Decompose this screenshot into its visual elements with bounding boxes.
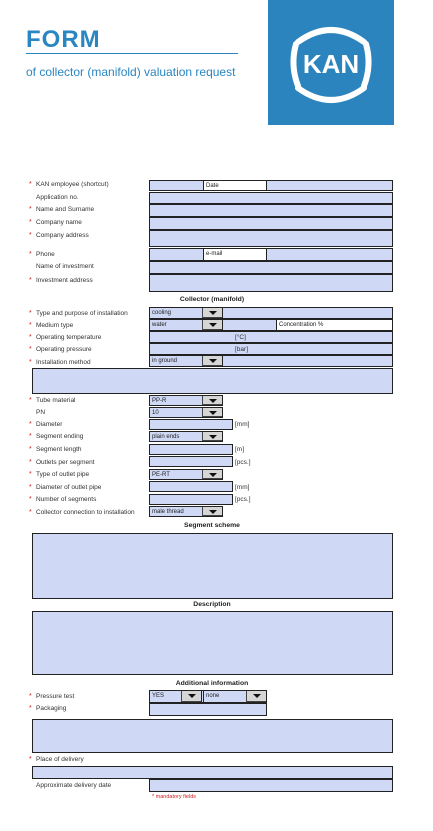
segment-scheme-area[interactable]	[32, 533, 393, 599]
required-mark: *	[29, 219, 32, 226]
required-mark: *	[29, 206, 32, 213]
kan-employee-field[interactable]	[149, 180, 204, 191]
outlets-per-segment-field[interactable]	[149, 456, 233, 467]
concentration-cell	[276, 319, 393, 331]
investment-address-field[interactable]	[149, 274, 393, 292]
pn-select[interactable]	[149, 407, 223, 418]
section-additional-title: Additional information	[175, 680, 249, 687]
row-op-pressure	[0, 346, 150, 356]
section-collector-title: Collector (manifold)	[179, 296, 245, 303]
approx-delivery-field[interactable]	[149, 779, 393, 792]
label-pressure-test: Pressure test	[36, 693, 75, 700]
outlet-pipe-diameter-field[interactable]	[149, 481, 233, 492]
required-mark: *	[29, 484, 32, 491]
label-date: Date	[206, 183, 219, 189]
required-mark: *	[29, 277, 32, 284]
label-investment-address: Investment address	[36, 277, 93, 284]
label-company-name: Company name	[36, 219, 82, 226]
row-op-temp	[0, 334, 150, 344]
label-kan-employee: KAN employee (shortcut)	[36, 181, 109, 188]
row-outlet-pipe-diameter	[0, 484, 150, 494]
company-address-field[interactable]	[149, 230, 393, 247]
chevron-down-icon[interactable]	[202, 408, 222, 417]
pressure-test-2-value: none	[206, 693, 220, 699]
collector-connection-value: male thread	[152, 509, 184, 515]
label-phone: Phone	[36, 251, 55, 258]
chevron-down-icon[interactable]	[181, 691, 201, 702]
label-number-segments: Number of segments	[36, 496, 97, 503]
collector-connection-select[interactable]	[149, 506, 223, 517]
unit-mm: [mm]	[235, 484, 250, 491]
row-phone	[0, 251, 150, 261]
label-medium-type: Medium type	[36, 322, 74, 329]
unit-m: [m]	[235, 446, 245, 453]
row-type-purpose	[0, 310, 150, 320]
chevron-down-icon[interactable]	[202, 432, 222, 441]
form-title: FORM	[26, 26, 101, 53]
additional-notes-area[interactable]	[32, 719, 393, 753]
required-mark: *	[29, 397, 32, 404]
required-mark: *	[29, 310, 32, 317]
label-outlet-pipe-type: Type of outlet pipe	[36, 471, 90, 478]
section-segment-scheme-title: Segment scheme	[184, 522, 240, 529]
required-mark: *	[29, 705, 32, 712]
unit-pressure: [bar]	[235, 346, 249, 353]
row-name	[0, 206, 150, 216]
unit-pcs: [pcs.]	[235, 459, 251, 466]
row-number-segments	[0, 496, 150, 506]
segment-ending-select[interactable]	[149, 431, 223, 442]
label-op-temp: Operating temperature	[36, 334, 102, 341]
row-segment-ending	[0, 433, 150, 443]
section-description-title: Description	[193, 601, 231, 608]
label-pn: PN	[36, 409, 46, 416]
phone-field[interactable]	[149, 248, 204, 261]
logo-text: KAN	[302, 49, 360, 79]
row-packaging	[0, 705, 150, 715]
segment-ending-value: plain ends	[152, 434, 180, 440]
label-collector-connection: Collector connection to installation	[36, 509, 135, 516]
op-pressure-field[interactable]	[149, 343, 393, 355]
mandatory-footnote: * mandatory fields	[152, 794, 197, 800]
label-concentration: Concentration %	[279, 322, 324, 328]
unit-mm: [mm]	[235, 421, 250, 428]
chevron-down-icon[interactable]	[246, 691, 266, 702]
row-outlet-pipe-type	[0, 471, 150, 481]
label-packaging: Packaging	[36, 705, 67, 712]
form-subtitle: of collector (manifold) valuation request	[26, 65, 236, 79]
description-area[interactable]	[32, 611, 393, 675]
date-field[interactable]	[266, 180, 393, 191]
label-approx-delivery: Approximate delivery date	[36, 782, 112, 789]
label-application-no: Application no.	[36, 194, 79, 201]
op-temp-field[interactable]	[149, 331, 393, 343]
email-label-cell	[203, 248, 267, 261]
label-investment-name: Name of investment	[36, 263, 94, 270]
required-mark: *	[29, 346, 32, 353]
required-mark: *	[29, 446, 32, 453]
required-mark: *	[29, 693, 32, 700]
required-mark: *	[29, 181, 32, 188]
pressure-test-select-2[interactable]	[203, 690, 267, 703]
packaging-field[interactable]	[149, 703, 267, 716]
required-mark: *	[29, 232, 32, 239]
medium-type-value: water	[152, 322, 167, 328]
email-field[interactable]	[266, 248, 393, 261]
required-mark: *	[29, 251, 32, 258]
label-segment-length: Segment length	[36, 446, 82, 453]
required-mark: *	[29, 359, 32, 366]
required-mark: *	[29, 459, 32, 466]
row-kan-employee	[0, 181, 150, 191]
label-type-purpose: Type and purpose of installation	[36, 310, 128, 317]
row-company-address	[0, 232, 150, 242]
place-delivery-field[interactable]	[32, 766, 393, 779]
required-mark: *	[29, 334, 32, 341]
row-place-delivery	[0, 756, 150, 766]
required-mark: *	[29, 433, 32, 440]
label-name-surname: Name and Surname	[36, 206, 95, 213]
outlet-pipe-type-select[interactable]	[149, 469, 223, 480]
outlet-pipe-type-value: PE-RT	[152, 472, 170, 478]
row-investment-address	[0, 277, 150, 287]
required-mark: *	[29, 471, 32, 478]
investment-name-field[interactable]	[149, 261, 393, 274]
row-outlets-per-segment	[0, 459, 150, 469]
label-op-pressure: Operating pressure	[36, 346, 92, 353]
install-method-select[interactable]	[149, 355, 223, 367]
company-name-field[interactable]	[149, 217, 393, 230]
label-outlet-pipe-diameter: Diameter of outlet pipe	[36, 484, 102, 491]
label-tube-material: Tube material	[36, 397, 76, 404]
row-diameter	[0, 421, 150, 431]
required-mark: *	[29, 421, 32, 428]
date-label-cell	[203, 180, 267, 191]
row-tube-material	[0, 397, 150, 407]
application-no-field[interactable]	[149, 192, 393, 204]
unit-pcs: [pcs.]	[235, 496, 251, 503]
row-segment-length	[0, 446, 150, 456]
chevron-down-icon[interactable]	[202, 470, 222, 479]
label-place-delivery: Place of delivery	[36, 756, 84, 763]
unit-temp: [°C]	[235, 334, 246, 341]
row-company-name	[0, 219, 150, 229]
tube-material-select[interactable]	[149, 395, 223, 406]
chevron-down-icon[interactable]	[202, 308, 222, 318]
installation-notes-area[interactable]	[32, 368, 393, 394]
chevron-down-icon[interactable]	[202, 396, 222, 405]
number-segments-field[interactable]	[149, 494, 233, 505]
pressure-test-select[interactable]	[149, 690, 202, 703]
kan-logo-icon	[268, 0, 394, 125]
label-company-address: Company address	[36, 232, 89, 239]
required-mark: *	[29, 509, 32, 516]
label-diameter: Diameter	[36, 421, 63, 428]
label-install-method: Installation method	[36, 359, 91, 366]
install-method-value: in ground	[152, 358, 178, 364]
tube-material-value: PP-R	[152, 398, 167, 404]
kan-logo	[268, 0, 394, 125]
name-surname-field[interactable]	[149, 204, 393, 217]
medium-type-select[interactable]	[149, 319, 223, 331]
row-pressure-test	[0, 693, 150, 703]
chevron-down-icon[interactable]	[202, 507, 222, 516]
pn-value: 10	[152, 410, 159, 416]
title-underline	[26, 53, 238, 54]
row-medium-type	[0, 322, 150, 332]
segment-length-field[interactable]	[149, 444, 233, 455]
required-mark: *	[29, 756, 32, 763]
type-purpose-select[interactable]	[149, 307, 223, 319]
pressure-test-value: YES	[152, 693, 165, 699]
required-mark: *	[29, 322, 32, 329]
label-segment-ending: Segment ending	[36, 433, 84, 440]
required-mark: *	[29, 496, 32, 503]
label-outlets-per-segment: Outlets per segment	[36, 459, 95, 466]
type-purpose-value: cooling	[152, 310, 172, 316]
chevron-down-icon[interactable]	[202, 320, 222, 330]
chevron-down-icon[interactable]	[202, 356, 222, 366]
row-collector-connection	[0, 509, 150, 519]
label-email: e-mail	[206, 251, 223, 257]
diameter-field[interactable]	[149, 419, 233, 430]
